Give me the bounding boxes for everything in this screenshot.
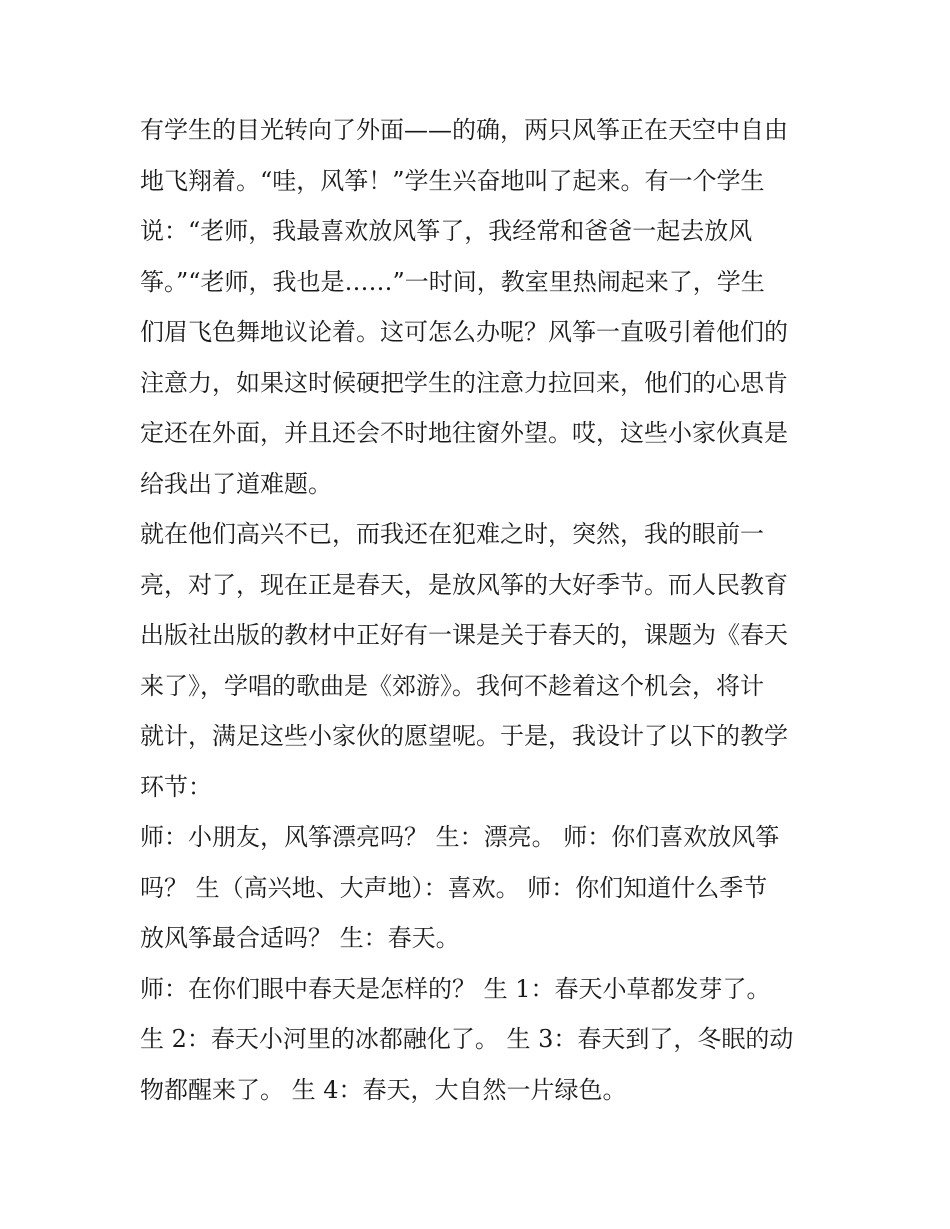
text-line: 亮，对了，现在正是春天，是放风筝的大好季节。而人民教育 [140,570,788,599]
text-line: 注意力，如果这时候硬把学生的注意力拉回来，他们的心思肯 [140,368,788,397]
text-line: 定还在外面，并且还会不时地往窗外望。哎，这些小家伙真是 [140,419,788,447]
text-line: 出版社出版的教材中正好有一课是关于春天的，课题为《春天 [140,621,788,649]
text-line: 给我出了道难题。 [140,469,332,498]
text-line: 环节： [140,772,212,801]
text-line: 们眉飞色舞地议论着。这可怎么办呢？风筝一直吸引着他们的 [140,318,788,346]
text-line: 说：“老师，我最喜欢放风筝了，我经常和爸爸一起去放风 [140,217,753,245]
text-line: 就在他们高兴不已，而我还在犯难之时，突然，我的眼前一 [140,520,764,548]
paragraph-spring-idea [140,509,815,812]
document-body [140,105,815,1115]
text-line: 物都醒来了。 生 4：春天，大自然一片绿色。 [140,1075,627,1104]
text-line: 生 2：春天小河里的冰都融化了。 生 3：春天到了，冬眠的动 [140,1025,794,1053]
text-line: 有学生的目光转向了外面——的确，两只风筝正在天空中自由 [140,116,788,144]
text-line: 就计，满足这些小家伙的愿望呢。于是，我设计了以下的教学 [140,722,788,750]
text-line: 地飞翔着。“哇，风筝！”学生兴奋地叫了起来。有一个学生 [140,166,765,195]
text-line: 师：小朋友，风筝漂亮吗？ 生：漂亮。 师：你们喜欢放风筝 [140,823,780,851]
text-line: 放风筝最合适吗？ 生：春天。 [140,924,460,952]
paragraph-dialogue-spring [140,964,815,1116]
text-line: 师：在你们眼中春天是怎样的？ 生 1：春天小草都发芽了。 [140,974,771,1003]
paragraph-dialogue-kite [140,812,815,964]
text-line: 筝。”“老师，我也是……”一时间，教室里热闹起来了，学生 [140,267,765,296]
text-line: 来了》，学唱的歌曲是《郊游》。我何不趁着这个机会，将计 [140,671,764,700]
text-line: 吗？ 生（高兴地、大声地）：喜欢。 师：你们知道什么季节 [140,873,768,902]
paragraph-kite-distraction [140,105,815,509]
